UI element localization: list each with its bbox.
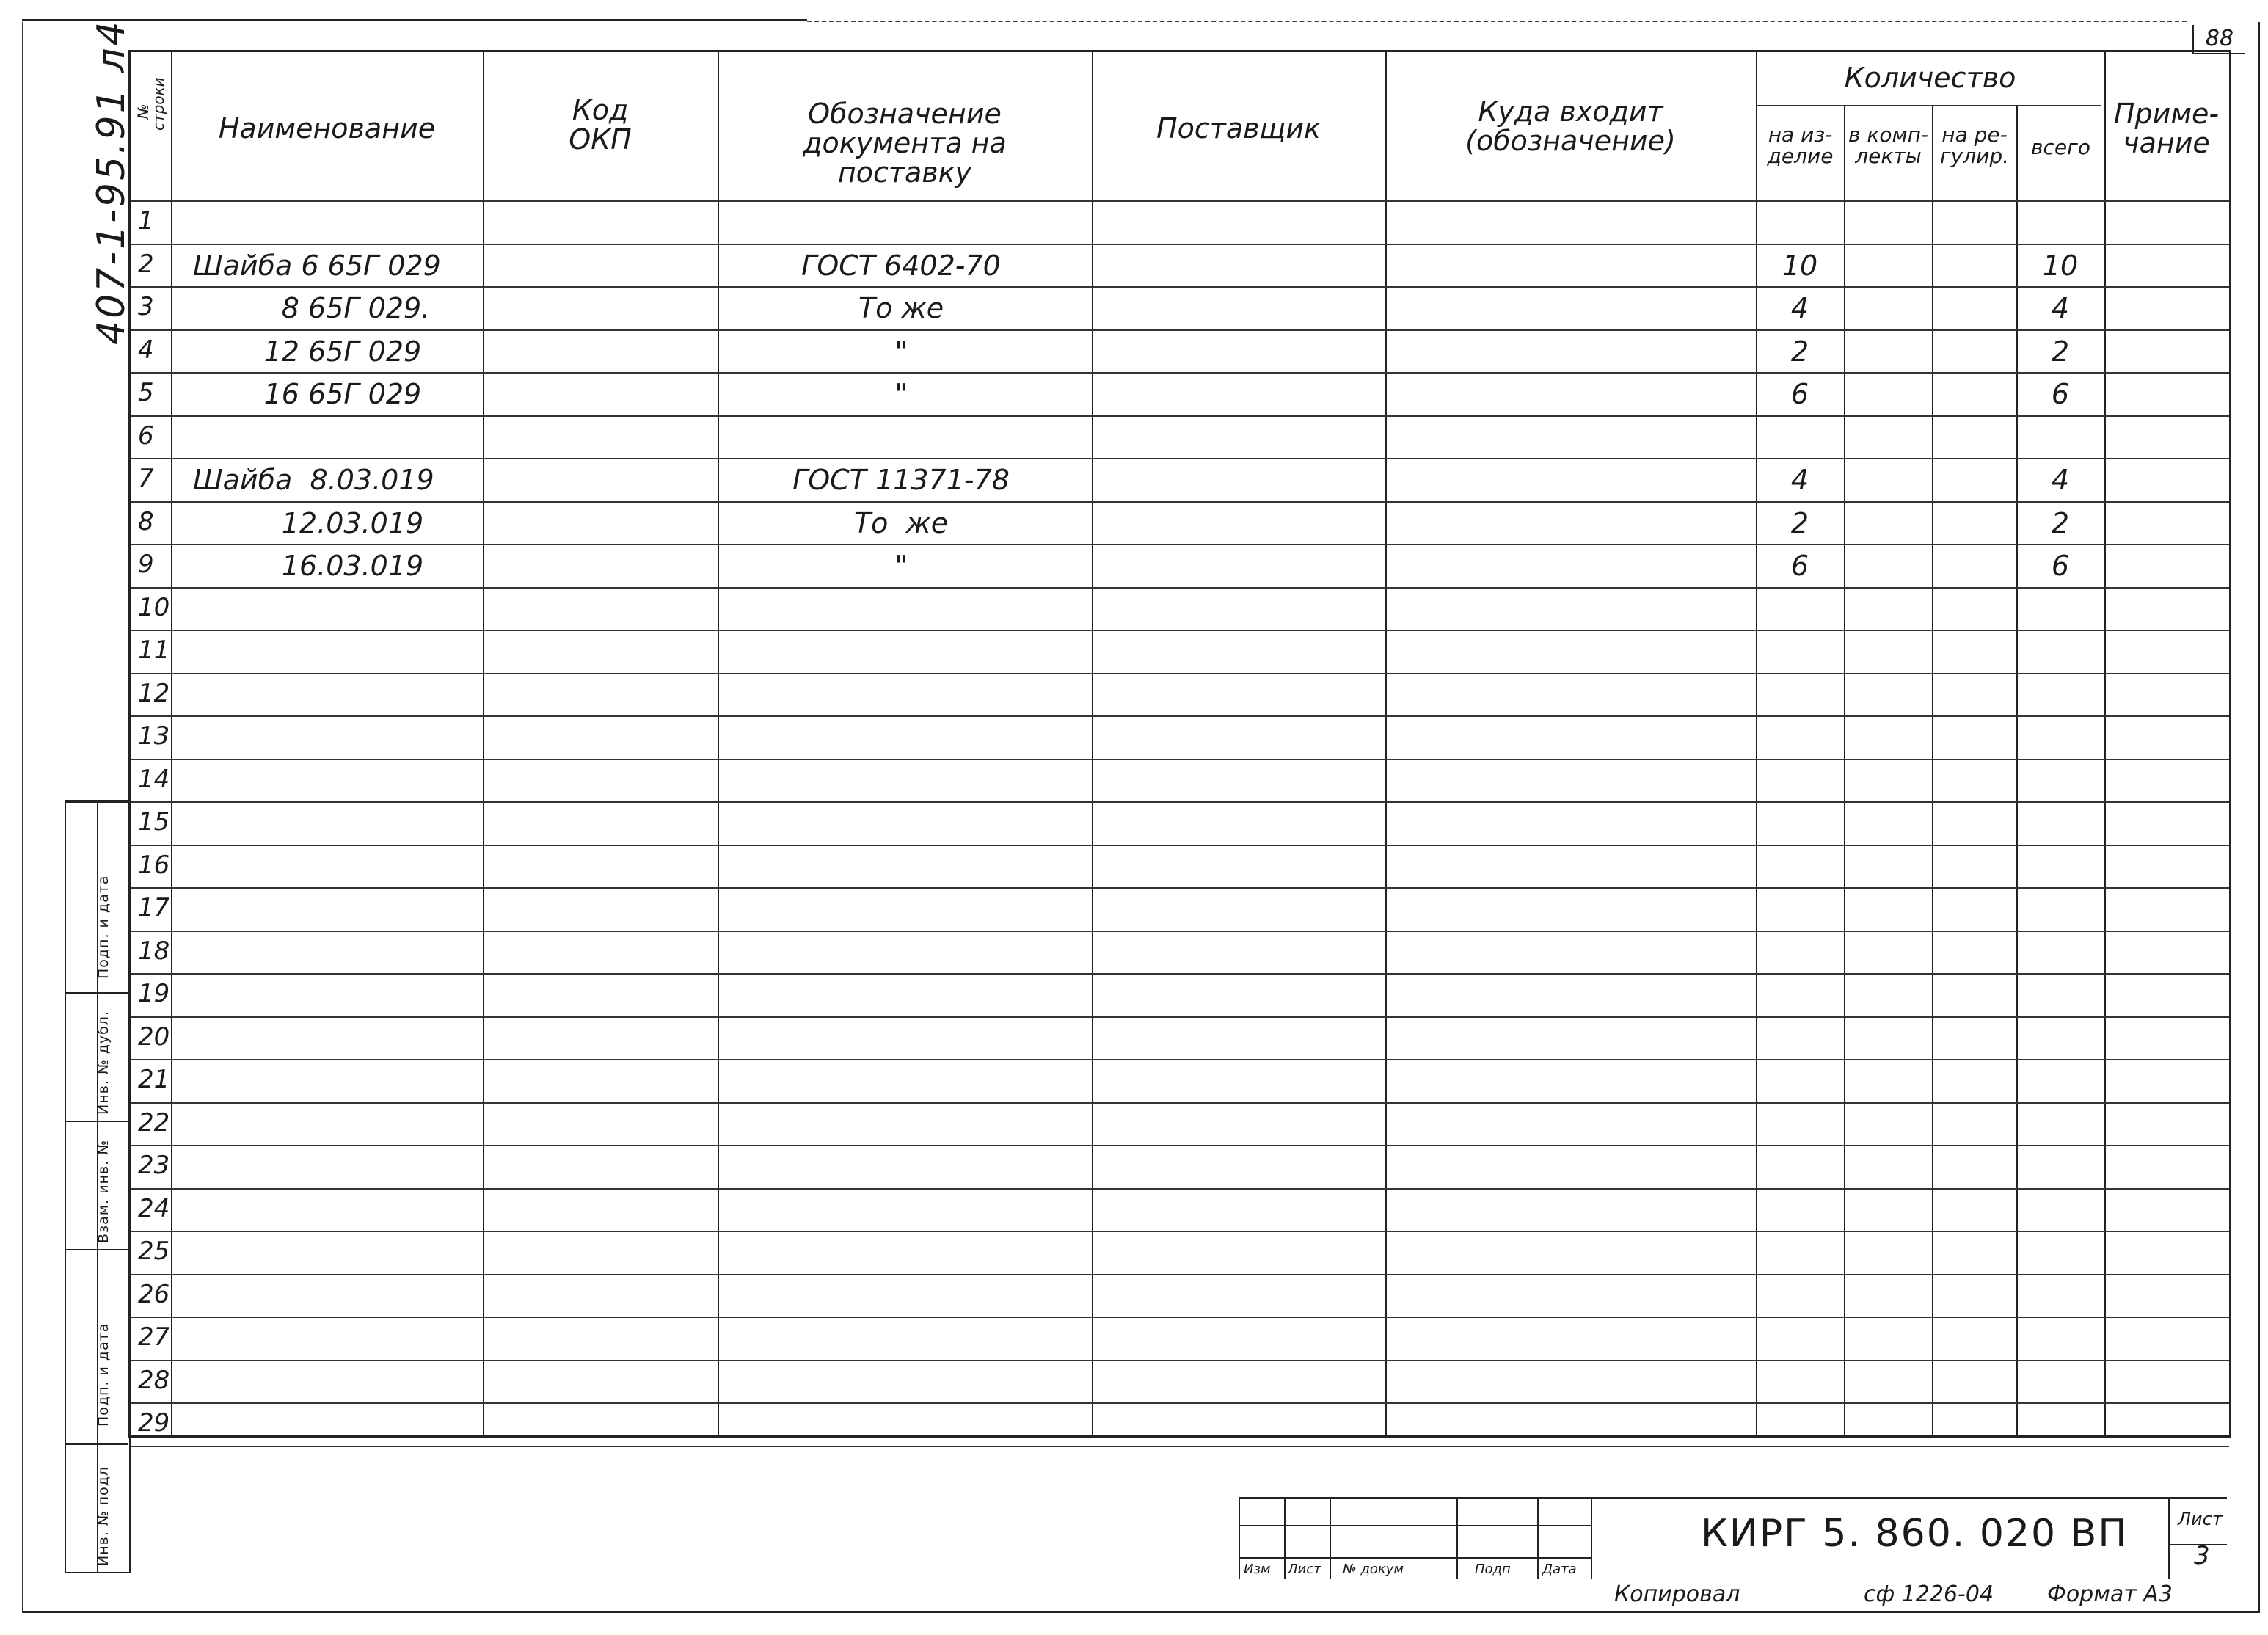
row-number: 19 — [138, 979, 170, 1008]
title-sign: Подп — [1475, 1562, 1511, 1577]
row-number: 2 — [138, 249, 154, 279]
row-line — [131, 244, 2229, 245]
header-per-item: на из-делие — [1767, 123, 1834, 169]
cell-name: 16 65Г 029 — [193, 378, 422, 410]
row-line — [131, 587, 2229, 589]
cell-total: 4 — [2051, 292, 2070, 324]
row-number: 29 — [138, 1408, 170, 1438]
title-izm: Изм — [1244, 1562, 1271, 1577]
cell-per-item: 6 — [1790, 550, 1809, 582]
row-line — [131, 372, 2229, 374]
row-line — [131, 415, 2229, 417]
cell-total: 2 — [2051, 335, 2070, 368]
header-quantity: Количество — [1844, 62, 2016, 94]
top-border-line — [22, 19, 807, 21]
row-number: 11 — [138, 636, 170, 665]
header-supplier: Поставщик — [1156, 112, 1321, 145]
cell-total: 6 — [2051, 550, 2070, 582]
cell-name: 16.03.019 — [193, 550, 424, 582]
row-number: 4 — [138, 335, 154, 365]
cell-per-item: 4 — [1790, 464, 1809, 496]
row-number: 6 — [138, 420, 154, 451]
row-number: 17 — [138, 893, 170, 922]
cell-doc: " — [894, 335, 908, 368]
stamp-cell — [66, 1443, 128, 1572]
row-line — [131, 931, 2229, 932]
row-line — [131, 1102, 2229, 1104]
row-line — [131, 200, 2229, 202]
row-number: 21 — [138, 1065, 170, 1094]
row-number: 14 — [138, 764, 170, 794]
cell-doc: То же — [853, 506, 949, 539]
row-number: 7 — [138, 464, 154, 493]
row-line — [131, 501, 2229, 503]
row-number: 24 — [138, 1193, 170, 1223]
cell-doc: ГОСТ 11371-78 — [792, 464, 1010, 496]
row-line — [131, 544, 2229, 545]
side-document-code: 407-1-95.91 л4 — [90, 19, 134, 345]
row-line — [131, 458, 2229, 459]
document-designation: КИРГ 5. 860. 020 ВП — [1701, 1512, 2129, 1556]
row-number: 26 — [138, 1279, 170, 1309]
cell-total: 6 — [2051, 378, 2070, 410]
specification-table — [128, 50, 2231, 1438]
cell-name: Шайба 6 65Г 029 — [193, 249, 441, 282]
row-line — [131, 759, 2229, 760]
row-line — [131, 887, 2229, 889]
footer-copied: Копировал — [1614, 1581, 1740, 1607]
row-line — [131, 673, 2229, 674]
left-stamp-column — [65, 800, 131, 1573]
title-list: Лист — [1288, 1562, 1321, 1577]
row-number: 18 — [138, 936, 170, 966]
row-line — [131, 286, 2229, 288]
row-number: 27 — [138, 1322, 170, 1352]
stamp-label: Взам. инв. № — [95, 1139, 112, 1243]
row-line — [131, 1231, 2229, 1232]
row-number: 25 — [138, 1237, 170, 1266]
cell-per-item: 2 — [1790, 506, 1809, 539]
stamp-label: Подп. и дата — [95, 1322, 112, 1427]
row-line — [131, 1360, 2229, 1361]
header-in-sets: в комп-лекты — [1848, 123, 1928, 169]
row-line — [131, 1145, 2229, 1146]
title-date: Дата — [1542, 1562, 1577, 1577]
stamp-cell — [66, 1121, 128, 1250]
stamp-label: Инв. № дубл. — [95, 1011, 112, 1115]
stamp-label: Подп. и дата — [95, 875, 112, 979]
cell-per-item: 6 — [1790, 378, 1809, 410]
row-number: 20 — [138, 1022, 170, 1052]
row-number: 13 — [138, 721, 170, 751]
row-number: 1 — [138, 206, 154, 236]
row-number: 3 — [138, 292, 154, 321]
row-number: 9 — [138, 550, 154, 579]
row-line — [131, 801, 2229, 803]
title-doc-no: № докум — [1343, 1562, 1404, 1577]
row-number: 5 — [138, 378, 154, 407]
footer-format: Формат А3 — [2047, 1581, 2173, 1607]
cell-doc: То же — [858, 292, 944, 324]
cell-name: 12.03.019 — [193, 506, 424, 539]
cell-name: 12 65Г 029 — [193, 335, 422, 368]
stamp-label: Инв. № подл — [95, 1465, 112, 1566]
header-on-regul: на ре-гулир. — [1939, 123, 2010, 169]
row-line — [131, 1402, 2229, 1404]
sheet-label: Лист — [2178, 1509, 2223, 1529]
header-note: Приме-чание — [2113, 98, 2220, 159]
cell-per-item: 2 — [1790, 335, 1809, 368]
header-row-no: № строки — [134, 77, 167, 131]
row-line — [131, 1317, 2229, 1318]
cell-per-item: 10 — [1782, 249, 1818, 282]
row-line — [131, 1274, 2229, 1275]
page-number: 88 — [2192, 25, 2245, 54]
cell-total: 4 — [2051, 464, 2070, 496]
cell-total: 2 — [2051, 506, 2070, 539]
stamp-cell — [66, 801, 128, 994]
footer-order: сф 1226-04 — [1864, 1581, 1994, 1607]
row-number: 16 — [138, 850, 170, 880]
cell-per-item: 4 — [1790, 292, 1809, 324]
row-line — [131, 1446, 2229, 1447]
cell-name: Шайба 8.03.019 — [193, 464, 434, 496]
sheet-number: 3 — [2194, 1541, 2210, 1570]
header-doc: Обозначение документа на поставку — [803, 98, 1007, 189]
row-number: 23 — [138, 1151, 170, 1180]
row-line — [131, 1059, 2229, 1060]
row-line — [131, 973, 2229, 975]
row-line — [131, 329, 2229, 331]
cell-name: 8 65Г 029. — [193, 292, 431, 324]
row-line — [131, 715, 2229, 717]
cell-total: 10 — [2042, 249, 2079, 282]
row-number: 22 — [138, 1107, 170, 1137]
row-number: 15 — [138, 807, 170, 837]
header-where: Куда входит (обозначение) — [1465, 95, 1676, 157]
header-okp-code: Код ОКП — [569, 94, 632, 156]
row-line — [131, 1016, 2229, 1018]
row-number: 10 — [138, 592, 170, 622]
row-line — [131, 845, 2229, 846]
row-number: 8 — [138, 506, 154, 536]
cell-doc: " — [894, 550, 908, 582]
row-number: 28 — [138, 1365, 170, 1395]
header-total: всего — [2031, 135, 2090, 159]
row-number: 12 — [138, 678, 170, 708]
cell-doc: ГОСТ 6402-70 — [801, 249, 1001, 282]
cell-doc: " — [894, 378, 908, 410]
row-line — [131, 630, 2229, 631]
stamp-cell — [66, 1249, 128, 1445]
row-line — [131, 1188, 2229, 1190]
stamp-cell — [66, 992, 128, 1122]
header-name: Наименование — [218, 112, 436, 145]
